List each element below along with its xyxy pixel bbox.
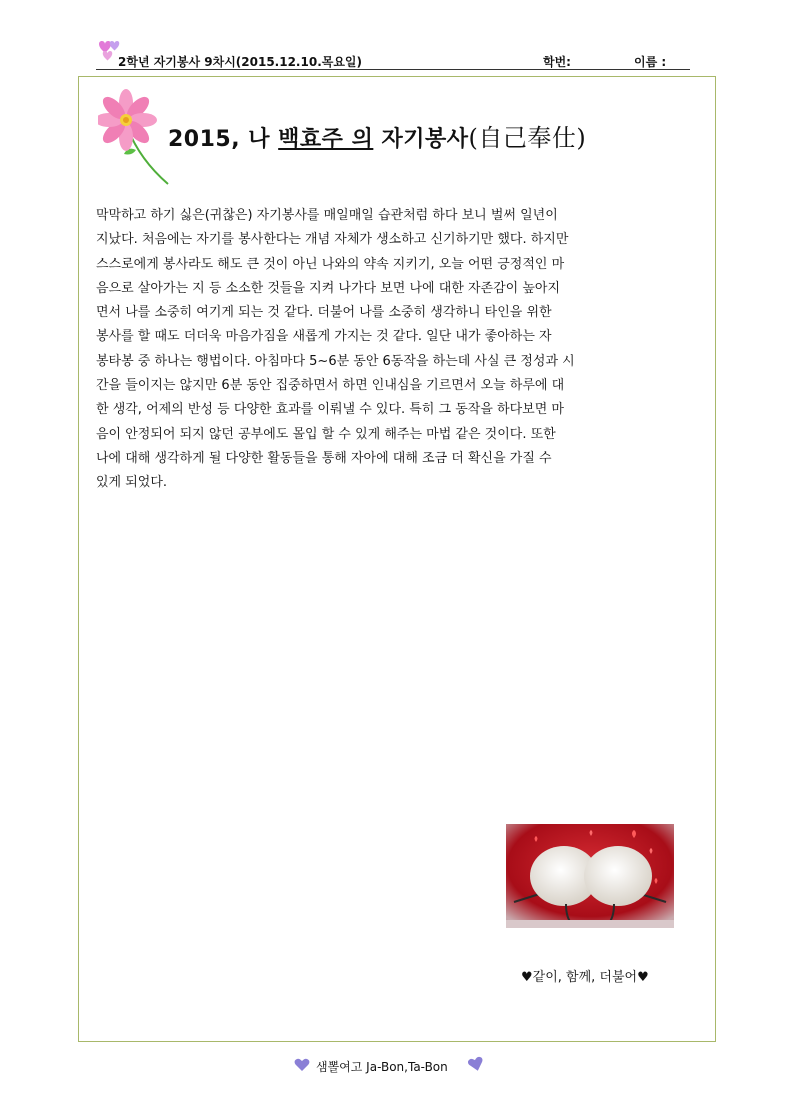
lesson-title: 2학년 자기봉사 9차시(2015.12.10.목요일) — [118, 55, 363, 69]
essay-line: 있게 되었다. — [96, 475, 168, 491]
essay-line: 음이 안정되어 되지 않던 공부에도 몰입 할 수 있게 해주는 마법 같은 것이다. 또한 — [96, 426, 556, 442]
hugging-figures-image — [506, 824, 674, 928]
footer-text: 샘뽈여고 Ja-Bon,Ta-Bon — [316, 1060, 448, 1074]
student-number-label: 학번: — [543, 55, 571, 69]
title-hanja: (自己奉仕) — [468, 124, 587, 152]
author-name: 백효주 의 — [278, 127, 374, 152]
cosmos-flower-icon — [98, 88, 170, 186]
title-prefix: 2015, 나 — [168, 127, 270, 152]
essay-line: 음으로 살아가는 지 등 소소한 것들을 지켜 나가다 보면 나에 대한 자존감이 높아지 — [96, 280, 561, 296]
name-label: 이름 : — [634, 55, 667, 69]
heart-icon — [294, 1058, 310, 1072]
essay-line: 봉타봉 중 하나는 행법이다. 아침마다 5~6분 동안 6동작을 하는데 사실 큰 정성과 시 — [96, 353, 575, 369]
essay-line: 지났다. 처음에는 자기를 봉사한다는 개념 자체가 생소하고 신기하기만 했다. 하지만 — [96, 232, 569, 248]
photo-caption: ♥같이, 함께, 더불어♥ — [521, 970, 649, 985]
document-title — [168, 118, 586, 153]
header-divider — [96, 69, 690, 70]
essay-line: 막막하고 하기 싫은(귀찮은) 자기봉사를 매일매일 습관처럼 하다 보니 벌써 일년이 — [96, 208, 558, 223]
essay-line: 한 생각, 어제의 반성 등 다양한 효과를 이뤄낼 수 있다. 특히 그 동작을 하다보면 마 — [96, 402, 564, 418]
page-header — [96, 36, 696, 70]
essay-line: 스스로에게 봉사라도 해도 큰 것이 아닌 나와의 약속 지키기, 오늘 어떤 긍정적인 마 — [96, 256, 565, 272]
essay-line: 봉사를 할 때도 더더욱 마음가짐을 새롭게 가지는 것 같다. 일단 내가 좋아하는 자 — [96, 329, 552, 345]
title-suffix: 자기봉사 — [381, 127, 469, 152]
essay-body — [96, 204, 644, 496]
essay-line: 나에 대해 생각하게 될 다양한 활동들을 통해 자아에 대해 조금 더 확신을 가질 수 — [96, 450, 552, 466]
heart-icon — [468, 1056, 484, 1072]
essay-line: 간을 들이지는 않지만 6분 동안 집중하면서 하면 인내심을 기르면서 오늘 하루에 대 — [96, 378, 565, 394]
essay-line: 면서 나를 소중히 여기게 되는 것 같다. 더불어 나를 소중히 생각하니 타인을 위한 — [96, 305, 552, 321]
